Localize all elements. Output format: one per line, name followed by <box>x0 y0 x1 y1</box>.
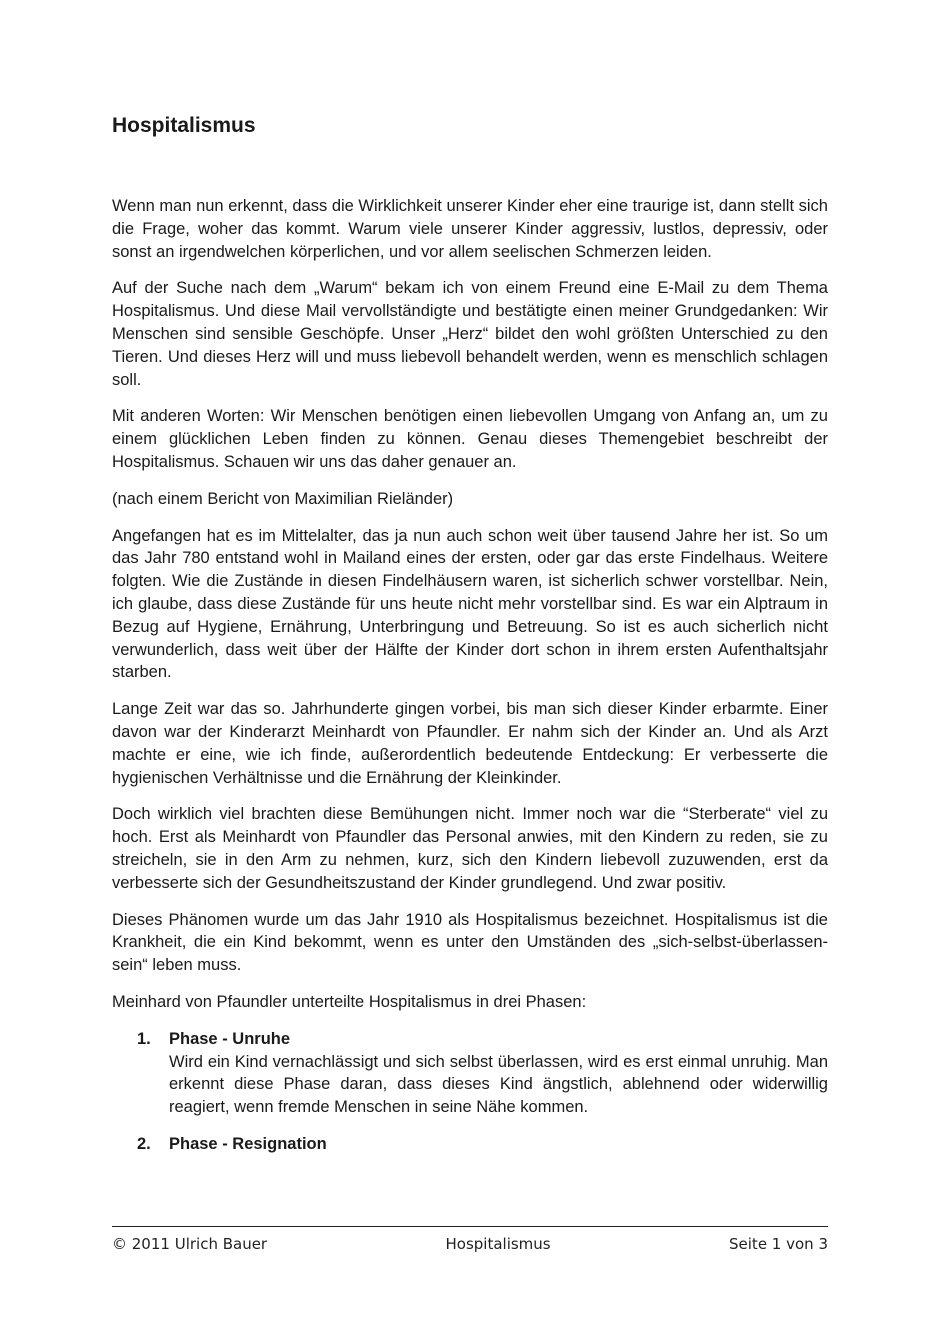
paragraph-5: Angefangen hat es im Mittelalter, das ja nun auch schon weit über tausend Jahre her ist. So um das Jahr 780 entstand wohl in Mailand eines der ersten, oder gar das erste Findelhaus. Weitere folgten. Wie die Zustände in diesen Findelhäusern waren, ist sicherlich schwer vorstellbar. Nein, ich glaube, dass diese Zustände für uns heute nicht mehr vorstellbar sind. Es war ein Alptraum in Bezug auf Hygiene, Ernährung, Unterbringung und Betreuung. So ist es auch sicherlich nicht verwunderlich, dass weit über der Hälfte der Kinder dort schon in ihrem ersten Aufenthaltsjahr starben. <box>112 526 828 682</box>
paragraph-4: (nach einem Bericht von Maximilian Rieländer) <box>112 489 454 508</box>
paragraph-8: Dieses Phänomen wurde um das Jahr 1910 als Hospitalismus bezeichnet. Hospitalismus ist die Krankheit, die ein Kind bekommt, wenn es unter den Umständen des „sich-selbst-überlassen-sein“ leben muss. <box>112 910 828 975</box>
phase-item-1 <box>112 1028 828 1119</box>
paragraph-1: Wenn man nun erkennt, dass die Wirklichkeit unserer Kinder eher eine traurige ist, dann stellt sich die Frage, woher das kommt. Warum viele unserer Kinder aggressiv, lustlos, depressiv, oder sonst an irgendwelchen körperlichen, und vor allem seelischen Schmerzen leiden. <box>112 197 828 261</box>
footer-copyright: © 2011 Ulrich Bauer <box>112 1235 268 1253</box>
phase-list <box>112 1028 828 1156</box>
paragraph-7: Doch wirklich viel brachten diese Bemühungen nicht. Immer noch war die “Sterberate“ viel zu hoch. Erst als Meinhardt von Pfaundler das Personal anwies, mit den Kindern zu reden, sie zu streicheln, sie in den Arm zu nehmen, kurz, sich den Kindern liebevoll zuzuwenden, erst da verbesserte sich der Gesundheitszustand der Kinder grundlegend. Und zwar positiv. <box>112 805 828 892</box>
footer-title: Hospitalismus <box>445 1235 551 1253</box>
phase-number: 1. <box>137 1029 151 1048</box>
paragraph-6: Lange Zeit war das so. Jahrhunderte gingen vorbei, bis man sich dieser Kinder erbarmte. Einer davon war der Kinderarzt Meinhardt von Pfaundler. Er nahm sich der Kinder an. Und als Arzt machte er eine, wie ich finde, außerordentlich bedeutende Entdeckung: Er verbesserte die hygienischen Verhältnisse und die Ernährung der Kleinkinder. <box>112 700 828 787</box>
page-title: Hospitalismus <box>112 114 256 137</box>
phase-item-2 <box>112 1133 828 1156</box>
paragraph-3: Mit anderen Worten: Wir Menschen benötigen einen liebevollen Umgang von Anfang an, um zu einem glücklichen Leben finden zu können. Genau dieses Themengebiet beschreibt der Hospitalismus. Schauen wir uns das daher genauer an. <box>112 407 828 471</box>
paragraph-2: Auf der Suche nach dem „Warum“ bekam ich von einem Freund eine E-Mail zu dem Thema Hospitalismus. Und diese Mail vervollständigte und bestätigte einen meiner Grundgedanken: Wir Menschen sind sensible Geschöpfe. Unser „Herz“ bildet den wohl größten Unterschied zu den Tieren. Und dieses Herz will und muss liebevoll behandelt werden, wenn es menschlich schlagen soll. <box>112 279 828 389</box>
phase-number: 2. <box>137 1134 151 1153</box>
document-body <box>112 195 828 1170</box>
phase-title: Phase - Resignation <box>169 1134 327 1153</box>
page-footer <box>112 1226 828 1254</box>
footer-page-number: Seite 1 von 3 <box>729 1235 828 1253</box>
phase-title: Phase - Unruhe <box>169 1029 291 1048</box>
paragraph-9: Meinhard von Pfaundler unterteilte Hospitalismus in drei Phasen: <box>112 992 587 1011</box>
phase-text: Wird ein Kind vernachlässigt und sich selbst überlassen, wird es erst einmal unruhig. Man erkennt diese Phase daran, dass dieses Kind ängstlich, ablehnend oder widerwillig reagiert, wenn fremde Menschen in seine Nähe kommen. <box>169 1052 828 1117</box>
